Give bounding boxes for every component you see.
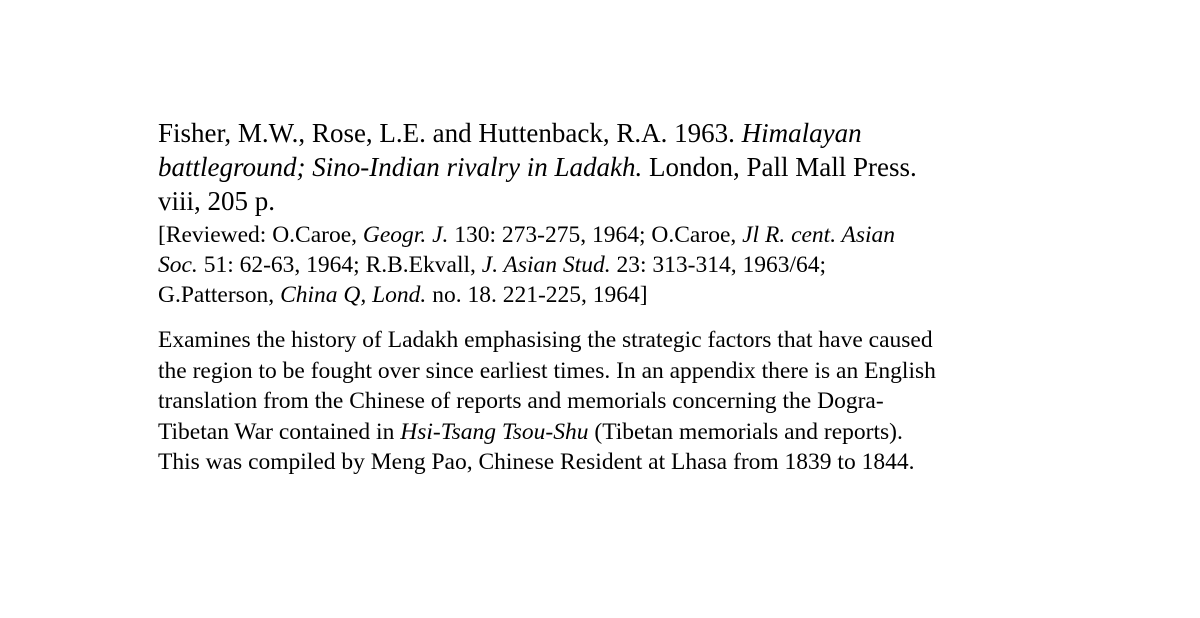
abstract-text: (Tibetan memorials and reports). [588, 418, 903, 445]
abstract-line-1: Examines the history of Ladakh emphasising the strategic factors that have caused [158, 327, 933, 353]
review-text: 51: 62-63, 1964; R.B.Ekvall, [197, 252, 482, 278]
reviews-line-3 [158, 280, 1118, 310]
citation-title-part-1: Himalayan [741, 118, 862, 148]
review-text: G.Patterson, [158, 282, 281, 308]
citation-line-2 [158, 150, 1118, 184]
review-journal: Geogr. J. [362, 222, 449, 248]
citation-pages: viii, 205 p. [158, 186, 276, 216]
citation-authors-year: Fisher, M.W., Rose, L.E. and Huttenback, R.A. 1963. [158, 118, 742, 148]
bibliography-entry [158, 116, 1118, 478]
reviews-line-1 [158, 220, 1118, 250]
abstract-line-5: This was compiled by Meng Pao, Chinese Resident at Lhasa from 1839 to 1844. [158, 449, 915, 475]
reviews-line-2 [158, 250, 1118, 280]
citation-line-1 [158, 116, 1118, 150]
abstract-source-title: Hsi-Tsang Tsou-Shu [400, 418, 589, 445]
citation-line-3 [158, 184, 1118, 218]
review-text: [Reviewed: O.Caroe, [158, 222, 363, 248]
abstract [158, 325, 1118, 478]
review-text: no. 18. 221-225, 1964] [426, 282, 648, 308]
review-journal: J. Asian Stud. [481, 252, 611, 278]
review-text: 23: 313-314, 1963/64; [610, 252, 827, 278]
review-text: 130: 273-275, 1964; O.Caroe, [448, 222, 743, 248]
abstract-line-4 [158, 417, 1118, 448]
abstract-line-2: the region to be fought over since earliest times. In an appendix there is an English [158, 357, 936, 384]
abstract-line-3: translation from the Chinese of reports and memorials concerning the Dogra- [158, 388, 884, 414]
review-journal: Jl R. cent. Asian [742, 222, 896, 248]
citation-publisher: London, Pall Mall Press. [642, 152, 917, 182]
citation [158, 116, 1118, 218]
reviews [158, 220, 1118, 310]
citation-title-part-2: battleground; Sino-Indian rivalry in Ladakh. [158, 152, 643, 182]
review-journal: Soc. [158, 252, 198, 278]
review-journal: China Q, Lond. [280, 282, 427, 308]
abstract-text: Tibetan War contained in [158, 418, 401, 445]
